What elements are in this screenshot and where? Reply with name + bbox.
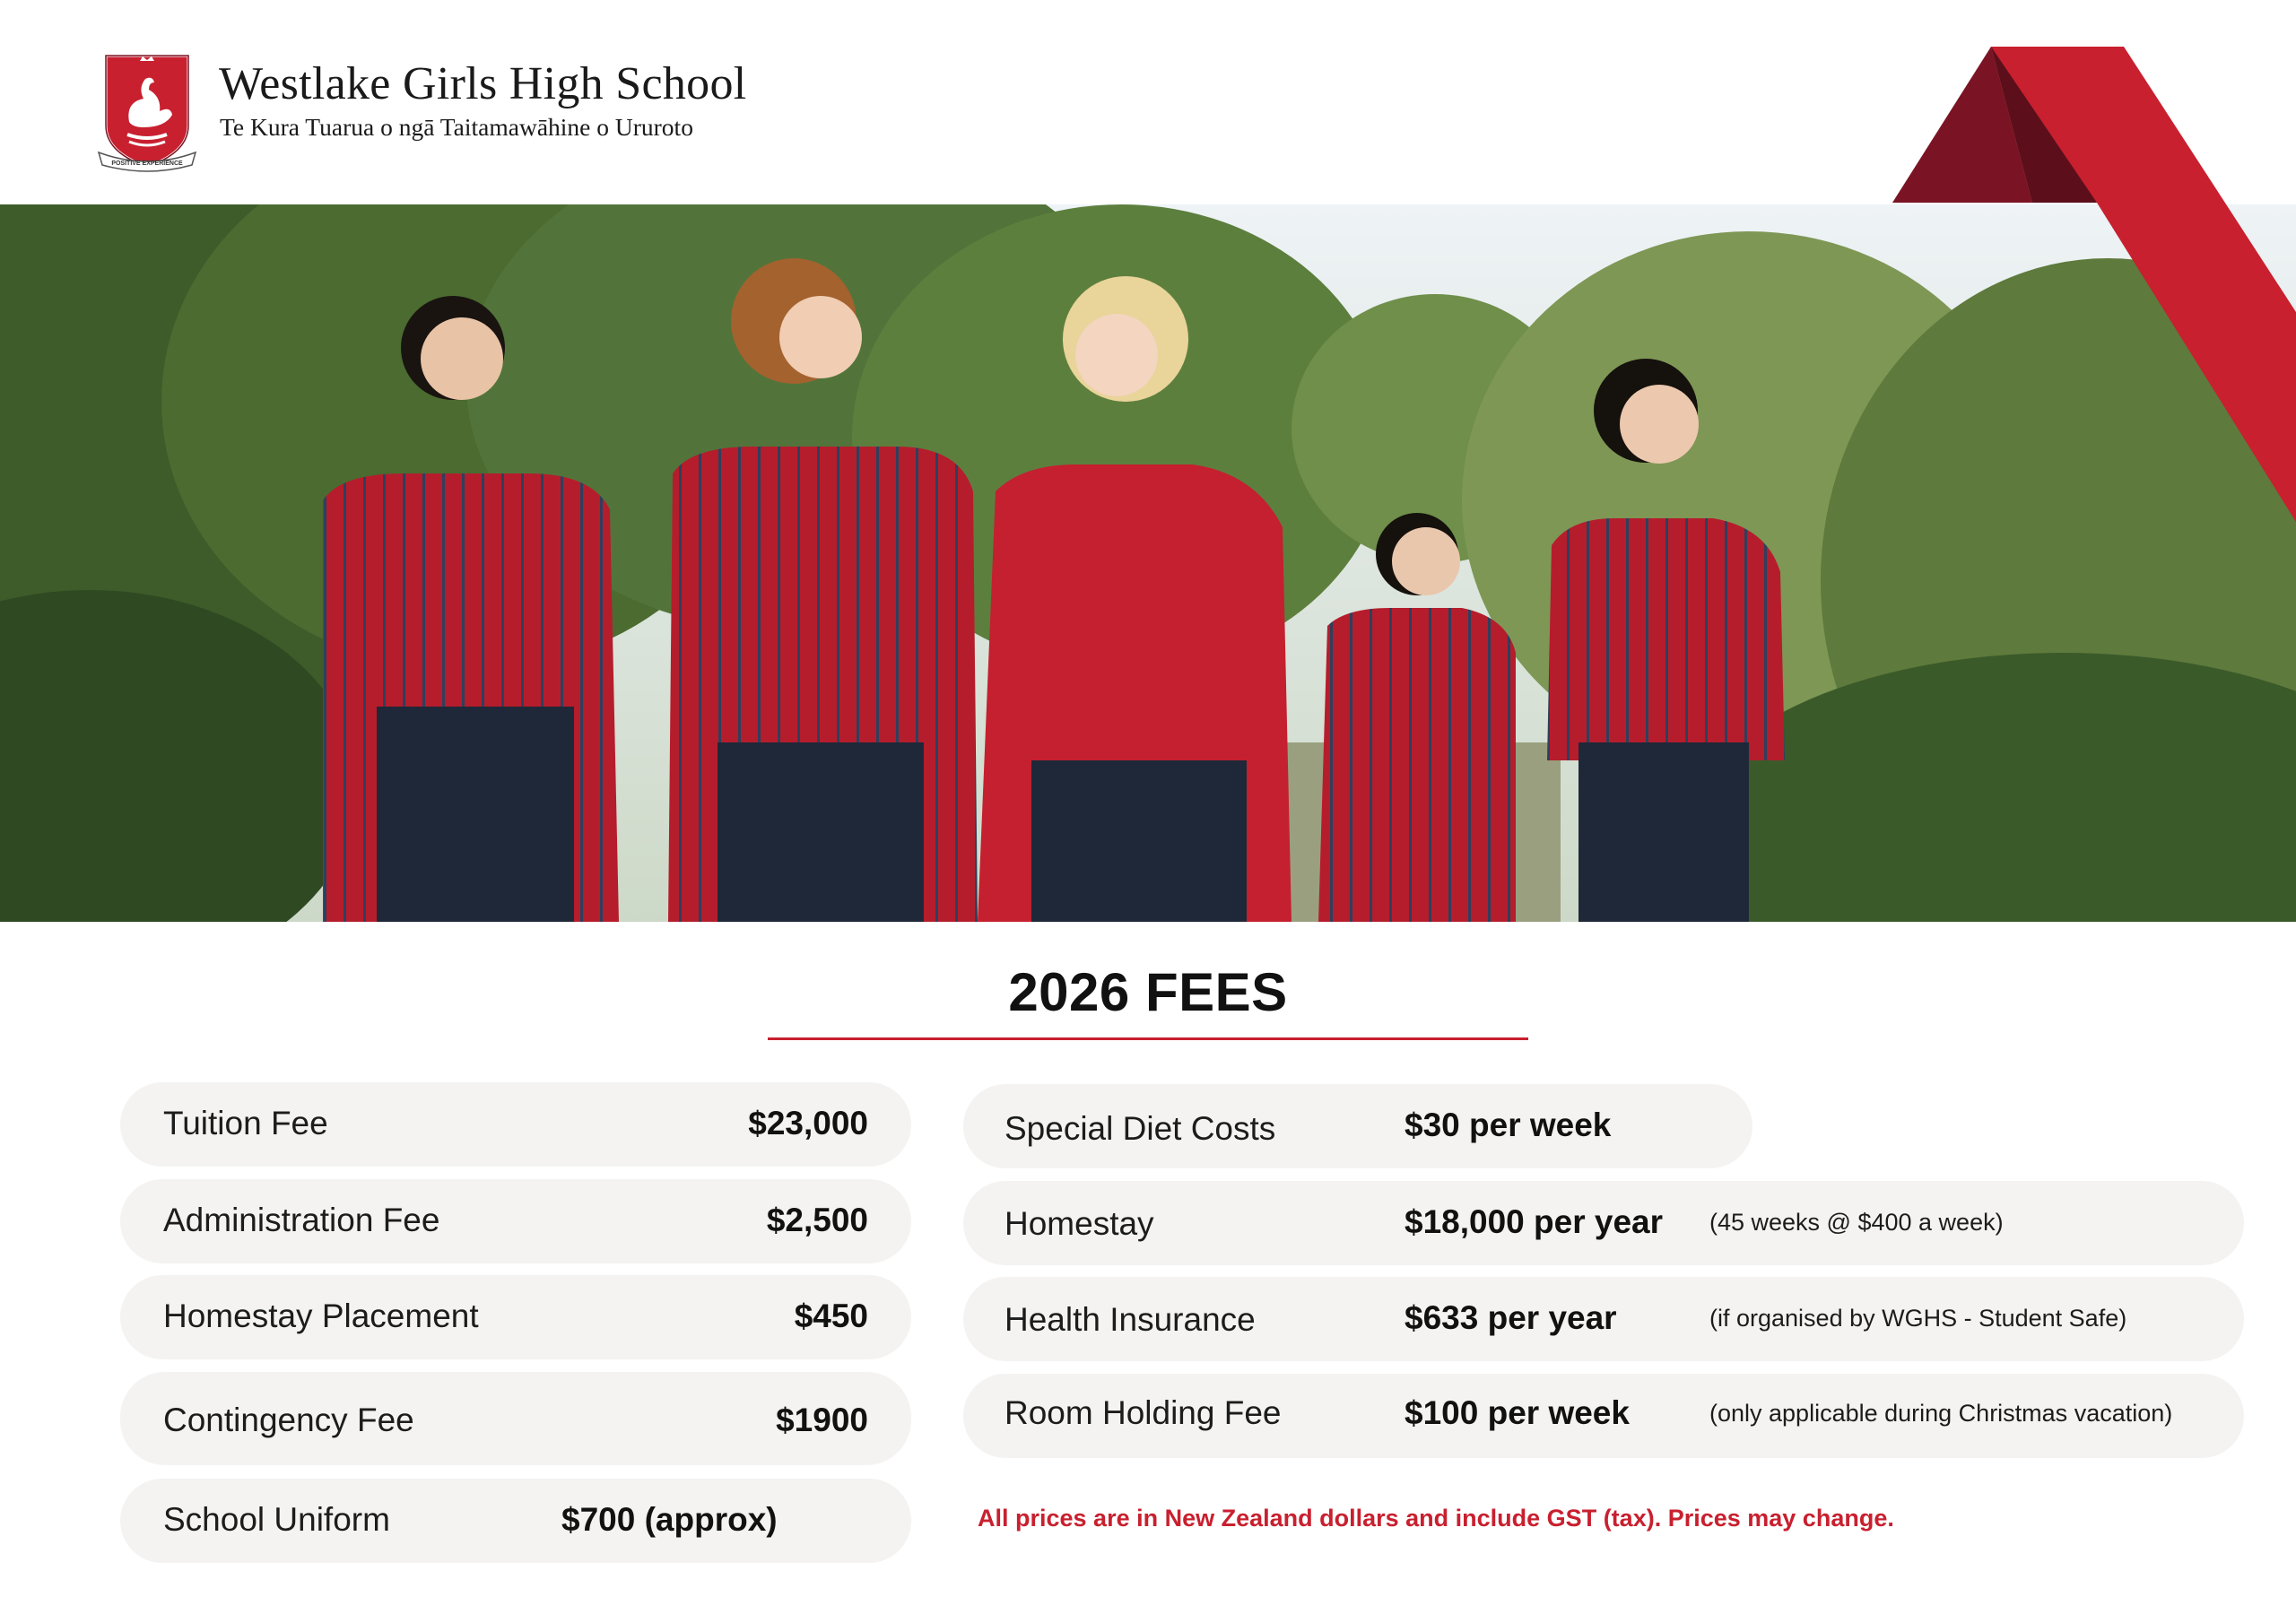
fee-label: Special Diet Costs xyxy=(1004,1110,1276,1147)
fee-label: Health Insurance xyxy=(1004,1301,1256,1338)
fee-row-homestay xyxy=(963,1181,2244,1265)
fee-note: (only applicable during Christmas vacation) xyxy=(1709,1400,2173,1427)
fee-row-school-uniform xyxy=(120,1479,911,1563)
fees-title: 2026 FEES xyxy=(1008,962,1288,1022)
fee-label: Homestay xyxy=(1004,1205,1154,1242)
fee-row-health-insurance xyxy=(963,1277,2244,1361)
fee-label: Homestay Placement xyxy=(163,1298,479,1334)
fee-row-room-holding xyxy=(963,1374,2244,1458)
fee-label: Administration Fee xyxy=(163,1202,440,1238)
fee-value: $450 xyxy=(794,1298,868,1334)
fee-row-tuition xyxy=(120,1082,911,1167)
fee-value: $100 per week xyxy=(1405,1394,1630,1431)
fee-value: $700 (approx) xyxy=(561,1501,778,1538)
fee-row-administration xyxy=(120,1179,911,1263)
fee-note: (45 weeks @ $400 a week) xyxy=(1709,1209,2004,1236)
price-disclaimer: All prices are in New Zealand dollars and include GST (tax). Prices may change. xyxy=(978,1505,1894,1532)
fee-value: $18,000 per year xyxy=(1405,1203,1664,1240)
fee-row-homestay-placement xyxy=(120,1275,911,1359)
school-subtitle: Te Kura Tuarua o ngā Taitamawāhine o Ururoto xyxy=(220,113,693,141)
school-crest-logo xyxy=(93,52,201,178)
red-chevron-graphic xyxy=(1892,47,2296,558)
school-name: Westlake Girls High School xyxy=(219,58,747,109)
svg-text:POSITIVE EXPERIENCE: POSITIVE EXPERIENCE xyxy=(111,161,183,167)
fee-value: $633 per year xyxy=(1405,1299,1617,1336)
title-underline xyxy=(768,1037,1528,1040)
fee-value: $2,500 xyxy=(766,1202,868,1238)
fee-label: Room Holding Fee xyxy=(1004,1394,1282,1431)
fee-label: Contingency Fee xyxy=(163,1402,414,1438)
fee-value: $30 per week xyxy=(1405,1107,1612,1143)
fee-value: $23,000 xyxy=(748,1105,868,1141)
fee-row-special-diet xyxy=(963,1084,1752,1168)
fee-value: $1900 xyxy=(776,1402,868,1438)
fee-label: Tuition Fee xyxy=(163,1105,328,1141)
fee-row-contingency xyxy=(120,1372,911,1465)
fee-label: School Uniform xyxy=(163,1501,390,1538)
fee-note: (if organised by WGHS - Student Safe) xyxy=(1709,1305,2127,1332)
